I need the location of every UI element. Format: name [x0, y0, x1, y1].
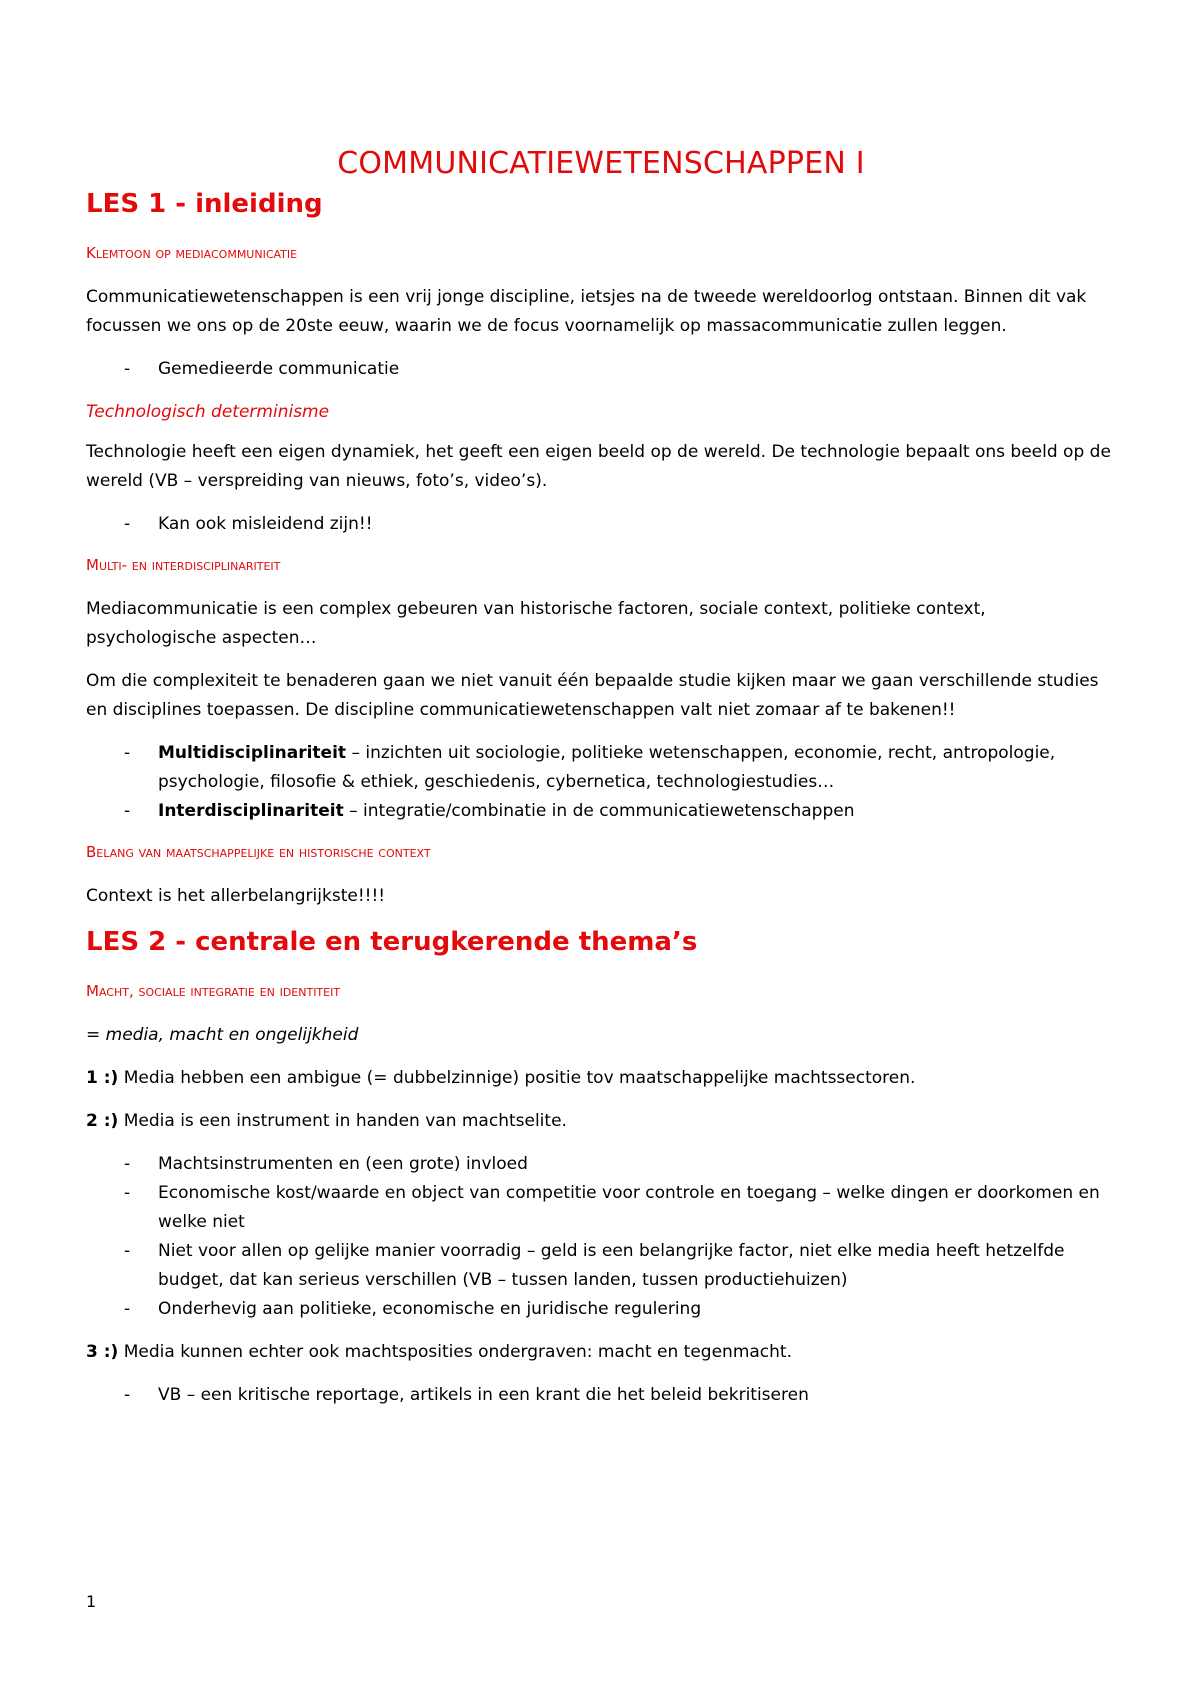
- list-item-term: Interdisciplinariteit: [158, 801, 344, 821]
- les2-title: LES 2 - centrale en terugkerende thema’s: [86, 927, 698, 957]
- point-number: 1 :): [86, 1068, 119, 1088]
- les1-section3-paragraph-2: Om die complexiteit te benaderen gaan we niet vanuit één bepaalde studie kijken maar we gaan verschillende studies en disciplines toepassen. De discipline communicatiewetenschappen valt niet zomaar af te bakenen!!: [86, 671, 1099, 720]
- les1-section3-list: [86, 739, 1116, 826]
- dash-marker: -: [124, 514, 131, 534]
- dash-marker: -: [124, 1299, 131, 1319]
- les2-point-2: [86, 1107, 1116, 1136]
- list-item: [86, 510, 1116, 539]
- list-item-text: Kan ook misleidend zijn!!: [158, 514, 373, 534]
- les2-point-2-list: [86, 1150, 1116, 1324]
- les1-section3-heading: Multi- en interdisciplinariteit: [86, 556, 281, 574]
- list-item-text: Niet voor allen op gelijke manier voorradig – geld is een belangrijke factor, niet elke media heeft hetzelfde budget, dat kan serieus verschillen (VB – tussen landen, tussen productiehuizen): [158, 1241, 1065, 1290]
- dash-marker: -: [124, 801, 131, 821]
- les2-point-1: [86, 1064, 1116, 1093]
- dash-marker: -: [124, 1154, 131, 1174]
- list-item-text: Machtsinstrumenten en (een grote) invloed: [158, 1154, 528, 1174]
- list-item: [86, 739, 1116, 797]
- les1-section3-paragraph-1: Mediacommunicatie is een complex gebeuren van historische factoren, sociale context, politieke context, psychologische aspecten…: [86, 599, 986, 648]
- list-item-text: VB – een kritische reportage, artikels in een krant die het beleid bekritiseren: [158, 1385, 809, 1405]
- document-content: [86, 146, 1116, 1424]
- les1-section2-heading: Technologisch determinisme: [86, 402, 330, 422]
- les2-section1-subtitle: = media, macht en ongelijkheid: [86, 1025, 359, 1045]
- dash-marker: -: [124, 1385, 131, 1405]
- dash-marker: -: [124, 1241, 131, 1261]
- list-item-text: Onderhevig aan politieke, economische en juridische regulering: [158, 1299, 702, 1319]
- les1-section1-paragraph: Communicatiewetenschappen is een vrij jonge discipline, ietsjes na de tweede wereldoorlog ontstaan. Binnen dit vak focussen we ons op de 20ste eeuw, waarin we de focus voornamelijk op massacommunicatie zullen leggen.: [86, 287, 1087, 336]
- list-item: [86, 1150, 1116, 1179]
- list-item-term: Multidisciplinariteit: [158, 743, 347, 763]
- list-item: [86, 1237, 1116, 1295]
- les2-section1-heading: Macht, sociale integratie en identiteit: [86, 982, 341, 1000]
- les1-section4-paragraph: Context is het allerbelangrijkste!!!!: [86, 886, 386, 906]
- list-item-text: – inzichten uit sociologie, politieke wetenschappen, economie, recht, antropologie, psychologie, filosofie & ethiek, geschiedenis, cybernetica, technologiestudies…: [158, 743, 1056, 792]
- les1-section2-paragraph: Technologie heeft een eigen dynamiek, het geeft een eigen beeld op de wereld. De technologie bepaalt ons beeld op de wereld (VB – verspreiding van nieuws, foto’s, video’s).: [86, 442, 1111, 491]
- list-item-text: Gemedieerde communicatie: [158, 359, 400, 379]
- list-item-text: – integratie/combinatie in de communicatiewetenschappen: [343, 801, 855, 821]
- les1-section1-heading: Klemtoon op mediacommunicatie: [86, 244, 298, 262]
- dash-marker: -: [124, 1183, 131, 1203]
- les1-section2-list: [86, 510, 1116, 539]
- list-item: [86, 797, 1116, 826]
- list-item: [86, 1179, 1116, 1237]
- point-number: 2 :): [86, 1111, 119, 1131]
- page-number: 1: [86, 1592, 97, 1611]
- les1-section1-list: [86, 355, 1116, 384]
- les2-point-3-list: [86, 1381, 1116, 1410]
- list-item: [86, 355, 1116, 384]
- dash-marker: -: [124, 743, 131, 763]
- document-title: COMMUNICATIEWETENSCHAPPEN I: [337, 146, 865, 181]
- point-text: Media is een instrument in handen van machtselite.: [118, 1111, 567, 1131]
- list-item: [86, 1295, 1116, 1324]
- list-item-text: Economische kost/waarde en object van competitie voor controle en toegang – welke dingen er doorkomen en welke niet: [158, 1183, 1100, 1232]
- point-number: 3 :): [86, 1342, 119, 1362]
- les1-section4-heading: Belang van maatschappelijke en historische context: [86, 843, 431, 861]
- dash-marker: -: [124, 359, 131, 379]
- les1-title: LES 1 - inleiding: [86, 189, 323, 219]
- les2-point-3: [86, 1338, 1116, 1367]
- list-item: [86, 1381, 1116, 1410]
- point-text: Media kunnen echter ook machtsposities ondergraven: macht en tegenmacht.: [118, 1342, 792, 1362]
- point-text: Media hebben een ambigue (= dubbelzinnige) positie tov maatschappelijke machtssectoren.: [118, 1068, 916, 1088]
